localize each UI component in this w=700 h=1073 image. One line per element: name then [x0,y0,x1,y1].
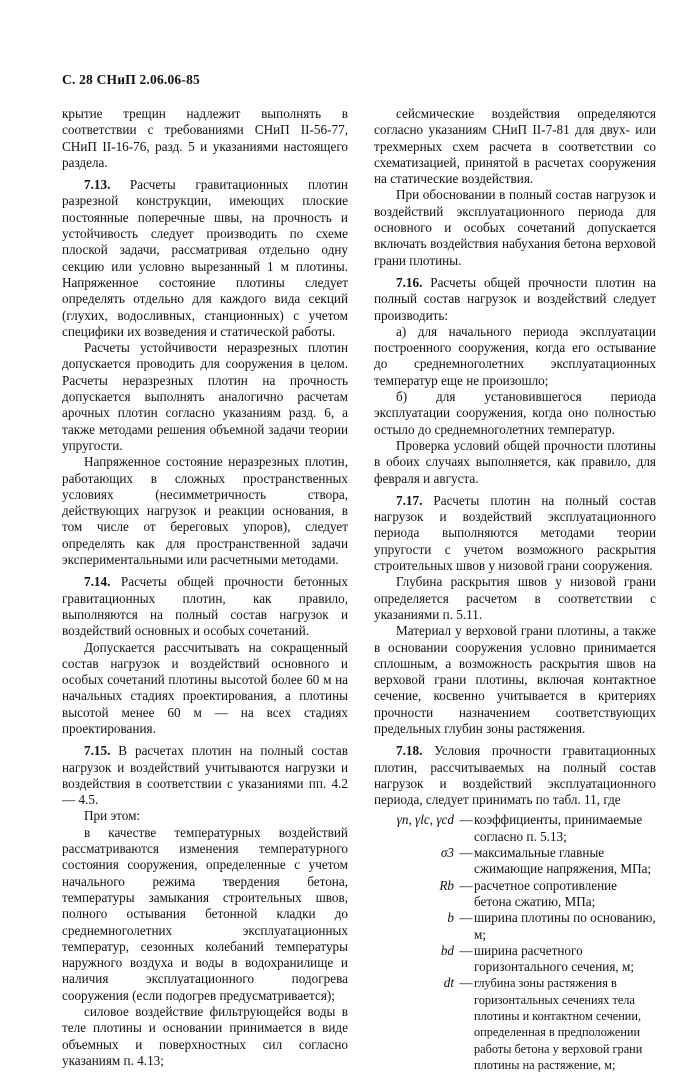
clause-number: 7.16. [396,274,423,290]
paragraph-text: б) для установившегося периода эксплуатации сооружения, когда оно полностью остыло до среднемноголетних температур. [374,389,656,437]
definition-row [374,910,656,943]
definition-dash: — [459,975,473,991]
clause-number: 7.14. [84,574,111,590]
page-header: С. 28 СНиП 2.06.06-85 [62,72,200,87]
clause-number: 7.17. [396,492,423,508]
definition-text: ширина плотины по основанию, м; [474,910,656,942]
definition-symbol: γn, γlc, γcd [396,812,454,828]
definition-dash: — [459,910,473,926]
paragraph [62,574,348,639]
definition-symbol: bd [440,942,454,958]
clause-number: 7.13. [84,177,111,193]
paragraph [62,743,348,808]
definition-symbol: σ3 [440,845,454,861]
paragraph-text: В расчетах плотин на полный состав нагрузок и воздействий учитываются нагрузки и воздействия в соответствии с указаниями пп. 4.2 — 4.5. [62,743,348,808]
paragraph [62,454,348,568]
paragraph-text: Расчеты устойчивости неразрезных плотин допускается проводить для сооружения в целом. Расчеты неразрезных плотин на прочность допускается выполнять аналогично расчетам арочных плотин согласно указаниям разд. 6, а также методами решения объемной задачи теории упругости. [62,340,348,453]
clause-number: 7.18. [396,743,423,759]
paragraph [62,340,348,454]
definition-text: коэффициенты, принимаемые согласно п. 5.13; [474,812,643,844]
paragraph-text: Расчеты плотин на полный состав нагрузок и воздействий эксплуатационного периода выполняются методами теории упругости с учетом возможного раскрытия строительных швов у низовой грани сооружения. [374,492,656,574]
left-column [62,106,348,1069]
paragraph [374,106,656,187]
clause-number: 7.15. [84,743,111,759]
definition-row [374,845,656,878]
definition-row [374,878,656,911]
right-column-paragraphs [374,106,656,808]
paragraph [374,743,656,808]
paragraph [374,275,656,324]
paragraph [374,187,656,268]
paragraph-text: Материал у верховой грани плотины, а также в основании сооружения условно принимается сплошным, а возможность раскрытия швов на верховой грани плотины, включая контактное сечение, косвенно учитывается в критериях прочности назначением соответствующих предельных глубин зоны растяжения. [374,623,656,736]
paragraph-text: а) для начального периода эксплуатации построенного сооружения, когда его остывание до среднемноголетних эксплуатационных температур еще не произошло; [374,323,656,388]
paragraph [374,324,656,389]
definition-dash: — [459,812,473,828]
definition-dash: — [459,877,473,893]
definition-symbol: b [447,910,454,926]
paragraph-text: Проверка условий общей прочности плотины в обоих случаях выполняется, как правило, для февраля и августа. [374,437,656,486]
paragraph-text: сейсмические воздействия определяются согласно указаниям СНиП II-7-81 для двух- или трехмерных схем расчета в соответствии со схематизацией, принятой в расчетах сооружения на статические воздействия. [374,106,656,187]
paragraph [374,438,656,487]
paragraph-text: в качестве температурных воздействий рассматриваются изменения температурного состояния сооружения, определенные с учетом начального режима твердения бетона, температуры замыкания строительных швов, полного остывания бетонной кладки до среднемноголетних эксплуатационных температур, сезонных колебаний температуры наружного воздуха и воды в водохранилище и наличия эксплуатационного подогрева сооружения (если подогрев предусматривается); [62,824,348,1003]
paragraph-text: При этом: [84,808,141,824]
paragraph-text: силовое воздействие фильтрующейся воды в теле плотины и основании принимается в виде объемных и поверхностных сил согласно указаниям п. 4.13; [62,1004,348,1068]
paragraph-text: Расчеты общей прочности плотин на полный состав нагрузок и воздействий следует производить: [374,274,656,323]
paragraph-text: Расчеты гравитационных плотин разрезной конструкции, имеющих плоские постоянные поперечные швы, на прочность и устойчивость следует производить по схеме плоской задачи, рассматривая отдельно одну секцию или условно вырезанный 1 м плотины. Напряженное состояние плотины следует определять отдельно для каждого вида секций (глухих, водосливных, станционных) с учетом специфики их возведения и статической работы. [62,177,348,339]
paragraph-text: Допускается рассчитывать на сокращенный состав нагрузок и воздействий основного и особых сочетаний плотины высотой более 60 м на начальных стадиях проектирования, а плотины высотой менее 60 м — на всех стадиях проектирования. [62,639,348,736]
definition-symbol: dt [443,975,454,991]
definition-text: расчетное сопротивление бетона сжатию, МПа; [474,877,618,909]
paragraph [62,808,348,824]
paragraph-text: крытие трещин надлежит выполнять в соответствии с требованиями СНиП II-56-77, СНиП II-16-76, разд. 5 и указаниями настоящего раздела. [62,106,348,170]
definition-dash: — [459,942,473,958]
definition-dash: — [459,845,473,861]
paragraph [374,389,656,438]
paragraph-text: Условия прочности гравитационных плотин, рассчитываемых на полный состав нагрузок и воздействий эксплуатационного периода, следует принимать по табл. 11, где [374,743,656,808]
paragraph [374,623,656,737]
definition-symbol: Rb [439,877,454,893]
definition-text: максимальные главные сжимающие напряжения, МПа; [474,845,652,877]
paragraph-text: Расчеты общей прочности бетонных гравитационных плотин, как правило, выполняются на полный состав нагрузок и воздействий основных и особых сочетаний. [62,574,348,639]
definitions-list [374,812,656,1073]
paragraph [62,1004,348,1069]
definition-text: ширина расчетного горизонтального сечения, м; [474,942,635,975]
definition-row [374,812,656,845]
paragraph [62,177,348,340]
definition-row [374,943,656,976]
paragraph [62,640,348,738]
paragraph [374,574,656,623]
definition-text: глубина зоны растяжения в горизонтальных сечениях тела плотины и контактном сечении, определенная в предположении работы бетона у верховой грани плотины на растяжение, м; [474,976,643,1072]
paragraph [62,825,348,1004]
right-column [374,106,656,1073]
definition-row [374,975,656,1073]
paragraph-text: Напряженное состояние неразрезных плотин, работающих в сложных пространственных условиях (несимметричность створа, действующих нагрузок и реакции основания, в том числе от береговых упоров), следует определять как для пространственной задачи экспериментальными или расчетными методами. [62,454,348,568]
paragraph [374,493,656,574]
paragraph-text: При обосновании в полный состав нагрузок и воздействий эксплуатационного периода для основного и особых сочетаний допускается включать воздействия набухания бетона верховой грани плотины. [374,187,656,268]
paragraph [62,106,348,171]
paragraph-text: Глубина раскрытия швов у низовой грани определяется расчетом в соответствии с указаниями п. 5.11. [374,574,656,622]
